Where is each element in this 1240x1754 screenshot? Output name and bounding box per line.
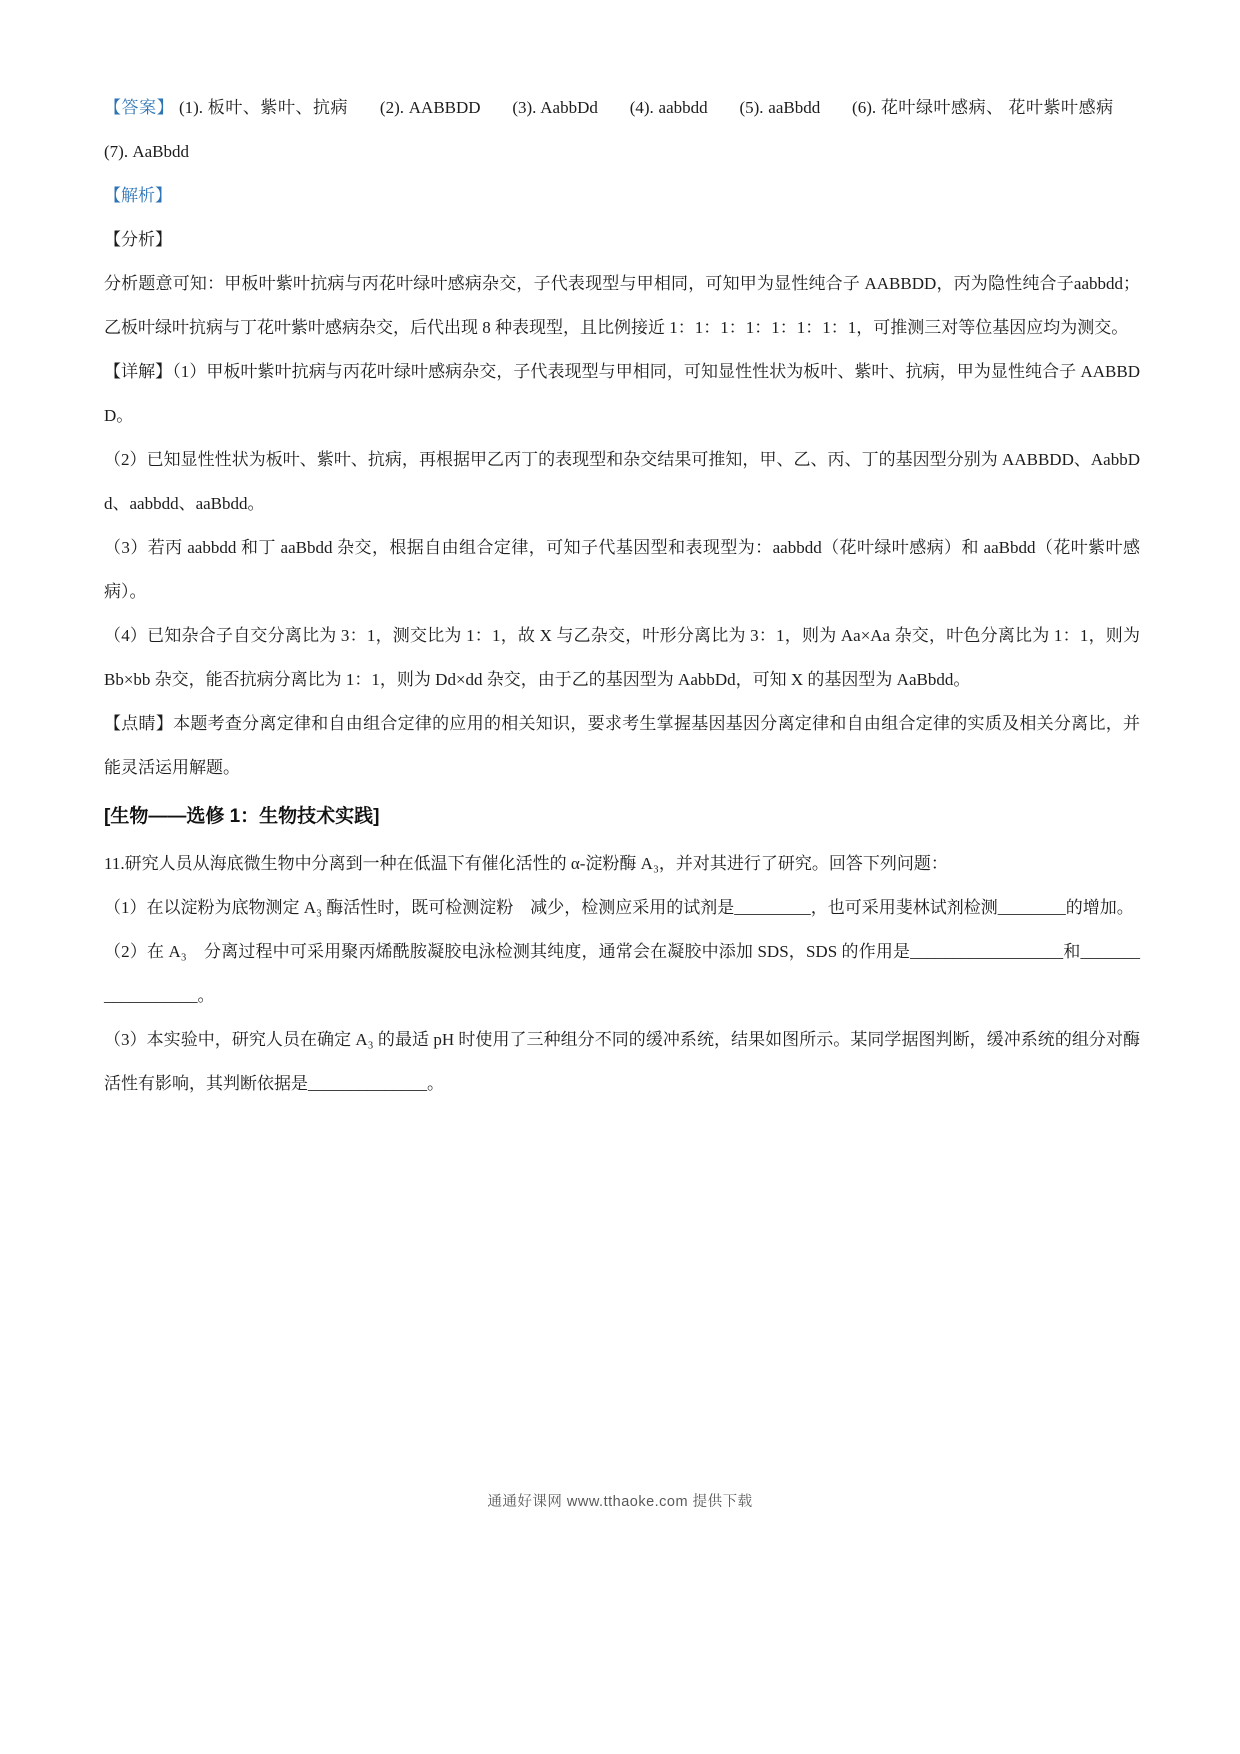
jiexi-label: 【解析】 xyxy=(104,186,172,205)
answer-item-4: (4). aabbdd xyxy=(629,98,708,117)
answer-item-3: (3). AabbDd xyxy=(512,98,598,117)
detail-paragraph-1: 【详解】（1）甲板叶紫叶抗病与丙花叶绿叶感病杂交，子代表现型与甲相同，可知显性性状为板叶、紫叶、抗病，甲为显性纯合子 AABBDD。 xyxy=(104,362,1140,425)
answer-item-5: (5). aaBbdd xyxy=(739,98,821,117)
section-heading-biology-elective: [生物——选修 1：生物技术实践] xyxy=(104,806,380,827)
page-footer: 通通好课网 www.tthaoke.com 提供下载 xyxy=(487,1494,753,1510)
question11-intro: 11.研究人员从海底微生物中分离到一种在低温下有催化活性的 α-淀粉酶 A₃，并对其进行了研究。回答下列问题： xyxy=(104,854,948,873)
page-content xyxy=(104,86,1140,1106)
answer-label: 【答案】 xyxy=(104,98,175,117)
detail-paragraph-2: （2）已知显性性状为板叶、紫叶、抗病，再根据甲乙丙丁的表现型和杂交结果可推知，甲、乙、丙、丁的基因型分别为 AABBDD、AabbDd、aabbdd、aaBbdd。 xyxy=(104,450,1140,513)
jiexi-label-line xyxy=(104,174,1140,218)
question11-part2: （2）在 A₃ 分离过程中可采用聚丙烯酰胺凝胶电泳检测其纯度，通常会在凝胶中添加 SDS，SDS 的作用是__________________和__________________。 xyxy=(104,942,1140,1005)
answer-item-6: (6). 花叶绿叶感病、 花叶紫叶感病 xyxy=(852,98,1114,117)
question11-part1: （1）在以淀粉为底物测定 A₃ 酶活性时，既可检测淀粉 减少，检测应采用的试剂是_________，也可采用斐林试剂检测________的增加。 xyxy=(104,898,1134,917)
answer-item-1: (1). 板叶、紫叶、抗病 xyxy=(178,98,349,117)
dianjing-paragraph: 【点睛】本题考查分离定律和自由组合定律的应用的相关知识，要求考生掌握基因基因分离定律和自由组合定律的实质及相关分离比，并能灵活运用解题。 xyxy=(104,714,1140,777)
fenxi-label-line xyxy=(104,218,1140,262)
answer-line xyxy=(104,86,1140,174)
detail-paragraph-4: （4）已知杂合子自交分离比为 3：1，测交比为 1：1，故 X 与乙杂交，叶形分离比为 3：1，则为 Aa×Aa 杂交，叶色分离比为 1：1，则为 Bb×bb 杂交，能否抗病分离比为 1：1，则为 Dd×dd 杂交，由于乙的基因型为 AabbDd，可知 X 的基因型为 AaBbdd。 xyxy=(104,626,1140,689)
fenxi-label: 【分析】 xyxy=(104,230,172,249)
answer-item-7: (7). AaBbdd xyxy=(104,142,189,161)
analysis-paragraph: 分析题意可知：甲板叶紫叶抗病与丙花叶绿叶感病杂交，子代表现型与甲相同，可知甲为显性纯合子 AABBDD，丙为隐性纯合子aabbdd；乙板叶绿叶抗病与丁花叶紫叶感病杂交，后代出现 8 种表现型，且比例接近 1：1：1：1：1：1：1：1，可推测三对等位基因应均为测交。 xyxy=(104,274,1140,337)
detail-paragraph-3: （3）若丙 aabbdd 和丁 aaBbdd 杂交，根据自由组合定律，可知子代基因型和表现型为：aabbdd（花叶绿叶感病）和 aaBbdd（花叶紫叶感病）。 xyxy=(104,538,1140,601)
answer-item-2: (2). AABBDD xyxy=(379,98,481,117)
question11-part3: （3）本实验中，研究人员在确定 A₃ 的最适 pH 时使用了三种组分不同的缓冲系统，结果如图所示。某同学据图判断，缓冲系统的组分对酶活性有影响，其判断依据是______________。 xyxy=(104,1030,1140,1093)
